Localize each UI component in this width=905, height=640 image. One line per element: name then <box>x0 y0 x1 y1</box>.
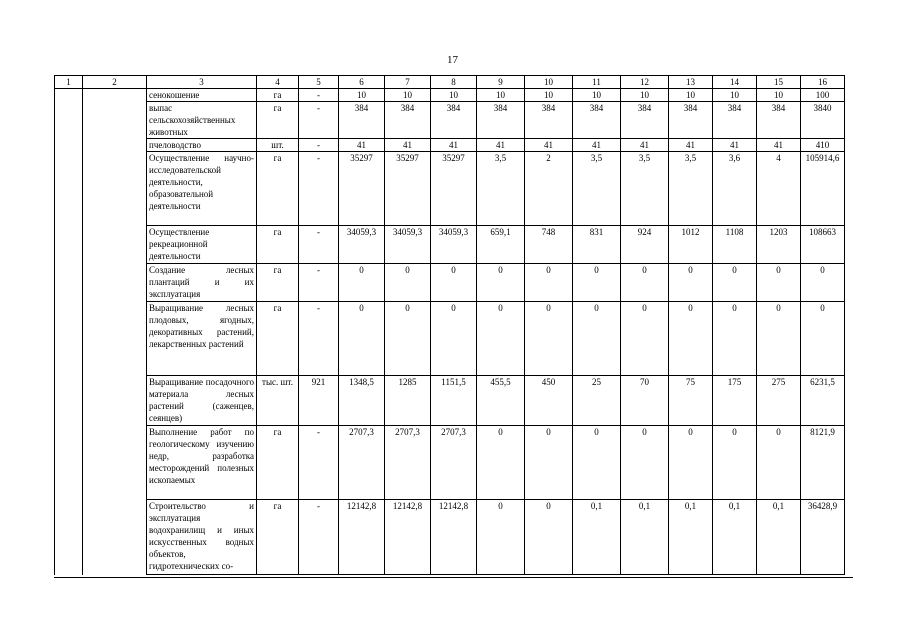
value-cell: 659,1 <box>477 226 525 264</box>
column-header: 1 <box>55 76 83 89</box>
value-cell: 3,5 <box>477 152 525 226</box>
value-cell: 0 <box>385 264 431 302</box>
value-cell: 275 <box>757 376 801 426</box>
column-header: 13 <box>669 76 713 89</box>
value-cell: 0 <box>339 264 385 302</box>
value-cell: 0 <box>477 264 525 302</box>
value-cell: 2 <box>525 152 573 226</box>
table-row <box>55 139 845 152</box>
value-cell: 34059,3 <box>339 226 385 264</box>
value-cell: 1348,5 <box>339 376 385 426</box>
column-number-row <box>55 76 845 89</box>
value-cell: 41 <box>573 139 621 152</box>
value-cell: 3,5 <box>669 152 713 226</box>
value-cell: 0 <box>339 302 385 376</box>
value-cell: 41 <box>525 139 573 152</box>
table-row <box>55 426 845 500</box>
activity-name: выпас сельскохозяйственных животных <box>147 102 257 139</box>
unit-cell: га <box>257 500 299 575</box>
value-cell: 12142,8 <box>385 500 431 575</box>
value-cell: 0 <box>525 426 573 500</box>
activity-name: сенокошение <box>147 89 257 102</box>
value-cell: 384 <box>669 102 713 139</box>
value-cell: 12142,8 <box>339 500 385 575</box>
value-cell: 0 <box>621 264 669 302</box>
value-cell: 0 <box>573 426 621 500</box>
unit-cell: га <box>257 102 299 139</box>
value-cell: 0 <box>573 264 621 302</box>
value-cell: 10 <box>477 89 525 102</box>
total-cell: 105914,6 <box>801 152 845 226</box>
value-cell: 0 <box>431 264 477 302</box>
value-cell: 450 <box>525 376 573 426</box>
value-cell: 41 <box>431 139 477 152</box>
value-cell: 41 <box>385 139 431 152</box>
value-cell: 0,1 <box>713 500 757 575</box>
value-cell: 35297 <box>385 152 431 226</box>
table-row <box>55 226 845 264</box>
value-cell: 384 <box>621 102 669 139</box>
value-cell: 10 <box>385 89 431 102</box>
table-row <box>55 302 845 376</box>
value-cell: 0 <box>713 302 757 376</box>
column-header: 8 <box>431 76 477 89</box>
value-cell: 0 <box>669 264 713 302</box>
column-header: 9 <box>477 76 525 89</box>
activity-name: Осуществление научно-исследовательской деятельности, образовательной деятельности <box>147 152 257 226</box>
value-cell: 384 <box>431 102 477 139</box>
value-cell: 34059,3 <box>431 226 477 264</box>
value-cell: 10 <box>669 89 713 102</box>
value-cell: 1203 <box>757 226 801 264</box>
activity-name: Строительство и эксплуатация водохранилищ и иных искусственных водных объектов, гидротехнических со- <box>147 500 257 575</box>
value-cell: 1151,5 <box>431 376 477 426</box>
unit-cell: га <box>257 302 299 376</box>
value-cell: 41 <box>757 139 801 152</box>
column-header: 14 <box>713 76 757 89</box>
total-cell: 0 <box>801 264 845 302</box>
value-cell: 3,5 <box>621 152 669 226</box>
value-cell: 0 <box>621 426 669 500</box>
table-row <box>55 102 845 139</box>
value-cell: 0 <box>669 302 713 376</box>
value-cell: 0 <box>477 302 525 376</box>
value-cell: 0,1 <box>621 500 669 575</box>
activity-name: Создание лесных плантаций и их эксплуатация <box>147 264 257 302</box>
activity-name: Выращивание лесных плодовых, ягодных, декоративных растений, лекарственных растений <box>147 302 257 376</box>
bottom-rule <box>54 577 853 578</box>
value-cell: 455,5 <box>477 376 525 426</box>
column-header: 2 <box>83 76 147 89</box>
value-cell: 10 <box>525 89 573 102</box>
table-row <box>55 264 845 302</box>
value-cell: 10 <box>713 89 757 102</box>
col5-cell: - <box>299 426 339 500</box>
unit-cell: га <box>257 226 299 264</box>
value-cell: 1285 <box>385 376 431 426</box>
total-cell: 0 <box>801 302 845 376</box>
table-row <box>55 89 845 102</box>
total-cell: 6231,5 <box>801 376 845 426</box>
column-header: 6 <box>339 76 385 89</box>
table-row <box>55 376 845 426</box>
data-table <box>54 75 845 575</box>
column-header: 15 <box>757 76 801 89</box>
value-cell: 25 <box>573 376 621 426</box>
total-cell: 108663 <box>801 226 845 264</box>
column-header: 11 <box>573 76 621 89</box>
value-cell: 0 <box>757 426 801 500</box>
col5-cell: - <box>299 139 339 152</box>
col5-cell: - <box>299 152 339 226</box>
value-cell: 41 <box>621 139 669 152</box>
value-cell: 35297 <box>339 152 385 226</box>
unit-cell: га <box>257 152 299 226</box>
value-cell: 384 <box>525 102 573 139</box>
value-cell: 0 <box>713 426 757 500</box>
column-header: 3 <box>147 76 257 89</box>
value-cell: 3,6 <box>713 152 757 226</box>
value-cell: 41 <box>669 139 713 152</box>
value-cell: 3,5 <box>573 152 621 226</box>
value-cell: 75 <box>669 376 713 426</box>
value-cell: 10 <box>621 89 669 102</box>
total-cell: 100 <box>801 89 845 102</box>
value-cell: 10 <box>431 89 477 102</box>
value-cell: 0 <box>477 500 525 575</box>
value-cell: 41 <box>477 139 525 152</box>
activity-name: пчеловодство <box>147 139 257 152</box>
col5-cell: - <box>299 89 339 102</box>
value-cell: 0 <box>573 302 621 376</box>
col5-cell: - <box>299 226 339 264</box>
value-cell: 1012 <box>669 226 713 264</box>
total-cell: 410 <box>801 139 845 152</box>
column-header: 5 <box>299 76 339 89</box>
value-cell: 41 <box>339 139 385 152</box>
value-cell: 12142,8 <box>431 500 477 575</box>
value-cell: 0 <box>757 264 801 302</box>
value-cell: 384 <box>477 102 525 139</box>
value-cell: 4 <box>757 152 801 226</box>
unit-cell: га <box>257 89 299 102</box>
unit-cell: шт. <box>257 139 299 152</box>
activity-name: Выращивание посадочного материала лесных растений (саженцев, сеянцев) <box>147 376 257 426</box>
total-cell: 36428,9 <box>801 500 845 575</box>
value-cell: 10 <box>573 89 621 102</box>
value-cell: 0 <box>525 302 573 376</box>
value-cell: 10 <box>757 89 801 102</box>
value-cell: 831 <box>573 226 621 264</box>
value-cell: 0 <box>431 302 477 376</box>
value-cell: 384 <box>385 102 431 139</box>
value-cell: 384 <box>713 102 757 139</box>
table-row <box>55 500 845 575</box>
value-cell: 2707,3 <box>431 426 477 500</box>
column-header: 7 <box>385 76 431 89</box>
table-row <box>55 152 845 226</box>
value-cell: 0 <box>621 302 669 376</box>
column-header: 16 <box>801 76 845 89</box>
total-cell: 3840 <box>801 102 845 139</box>
column-header: 12 <box>621 76 669 89</box>
value-cell: 748 <box>525 226 573 264</box>
col5-cell: - <box>299 102 339 139</box>
total-cell: 8121,9 <box>801 426 845 500</box>
unit-cell: тыс. шт. <box>257 376 299 426</box>
value-cell: 2707,3 <box>339 426 385 500</box>
value-cell: 384 <box>573 102 621 139</box>
activity-name: Осуществление рекреационной деятельности <box>147 226 257 264</box>
column-header: 4 <box>257 76 299 89</box>
col5-cell: - <box>299 264 339 302</box>
value-cell: 0,1 <box>669 500 713 575</box>
value-cell: 41 <box>713 139 757 152</box>
value-cell: 0 <box>477 426 525 500</box>
unit-cell: га <box>257 264 299 302</box>
value-cell: 2707,3 <box>385 426 431 500</box>
value-cell: 0 <box>525 500 573 575</box>
value-cell: 0 <box>757 302 801 376</box>
page-number: 17 <box>447 54 458 66</box>
unit-cell: га <box>257 426 299 500</box>
value-cell: 0,1 <box>757 500 801 575</box>
value-cell: 0,1 <box>573 500 621 575</box>
col5-cell: - <box>299 302 339 376</box>
value-cell: 0 <box>525 264 573 302</box>
value-cell: 0 <box>385 302 431 376</box>
value-cell: 0 <box>713 264 757 302</box>
col5-cell: - <box>299 500 339 575</box>
value-cell: 34059,3 <box>385 226 431 264</box>
column-header: 10 <box>525 76 573 89</box>
value-cell: 1108 <box>713 226 757 264</box>
activity-name: Выполнение работ по геологическому изучению недр, разработка месторождений полезных ископаемых <box>147 426 257 500</box>
value-cell: 0 <box>669 426 713 500</box>
value-cell: 70 <box>621 376 669 426</box>
value-cell: 10 <box>339 89 385 102</box>
value-cell: 384 <box>757 102 801 139</box>
value-cell: 384 <box>339 102 385 139</box>
value-cell: 35297 <box>431 152 477 226</box>
value-cell: 175 <box>713 376 757 426</box>
col5-cell: 921 <box>299 376 339 426</box>
value-cell: 924 <box>621 226 669 264</box>
